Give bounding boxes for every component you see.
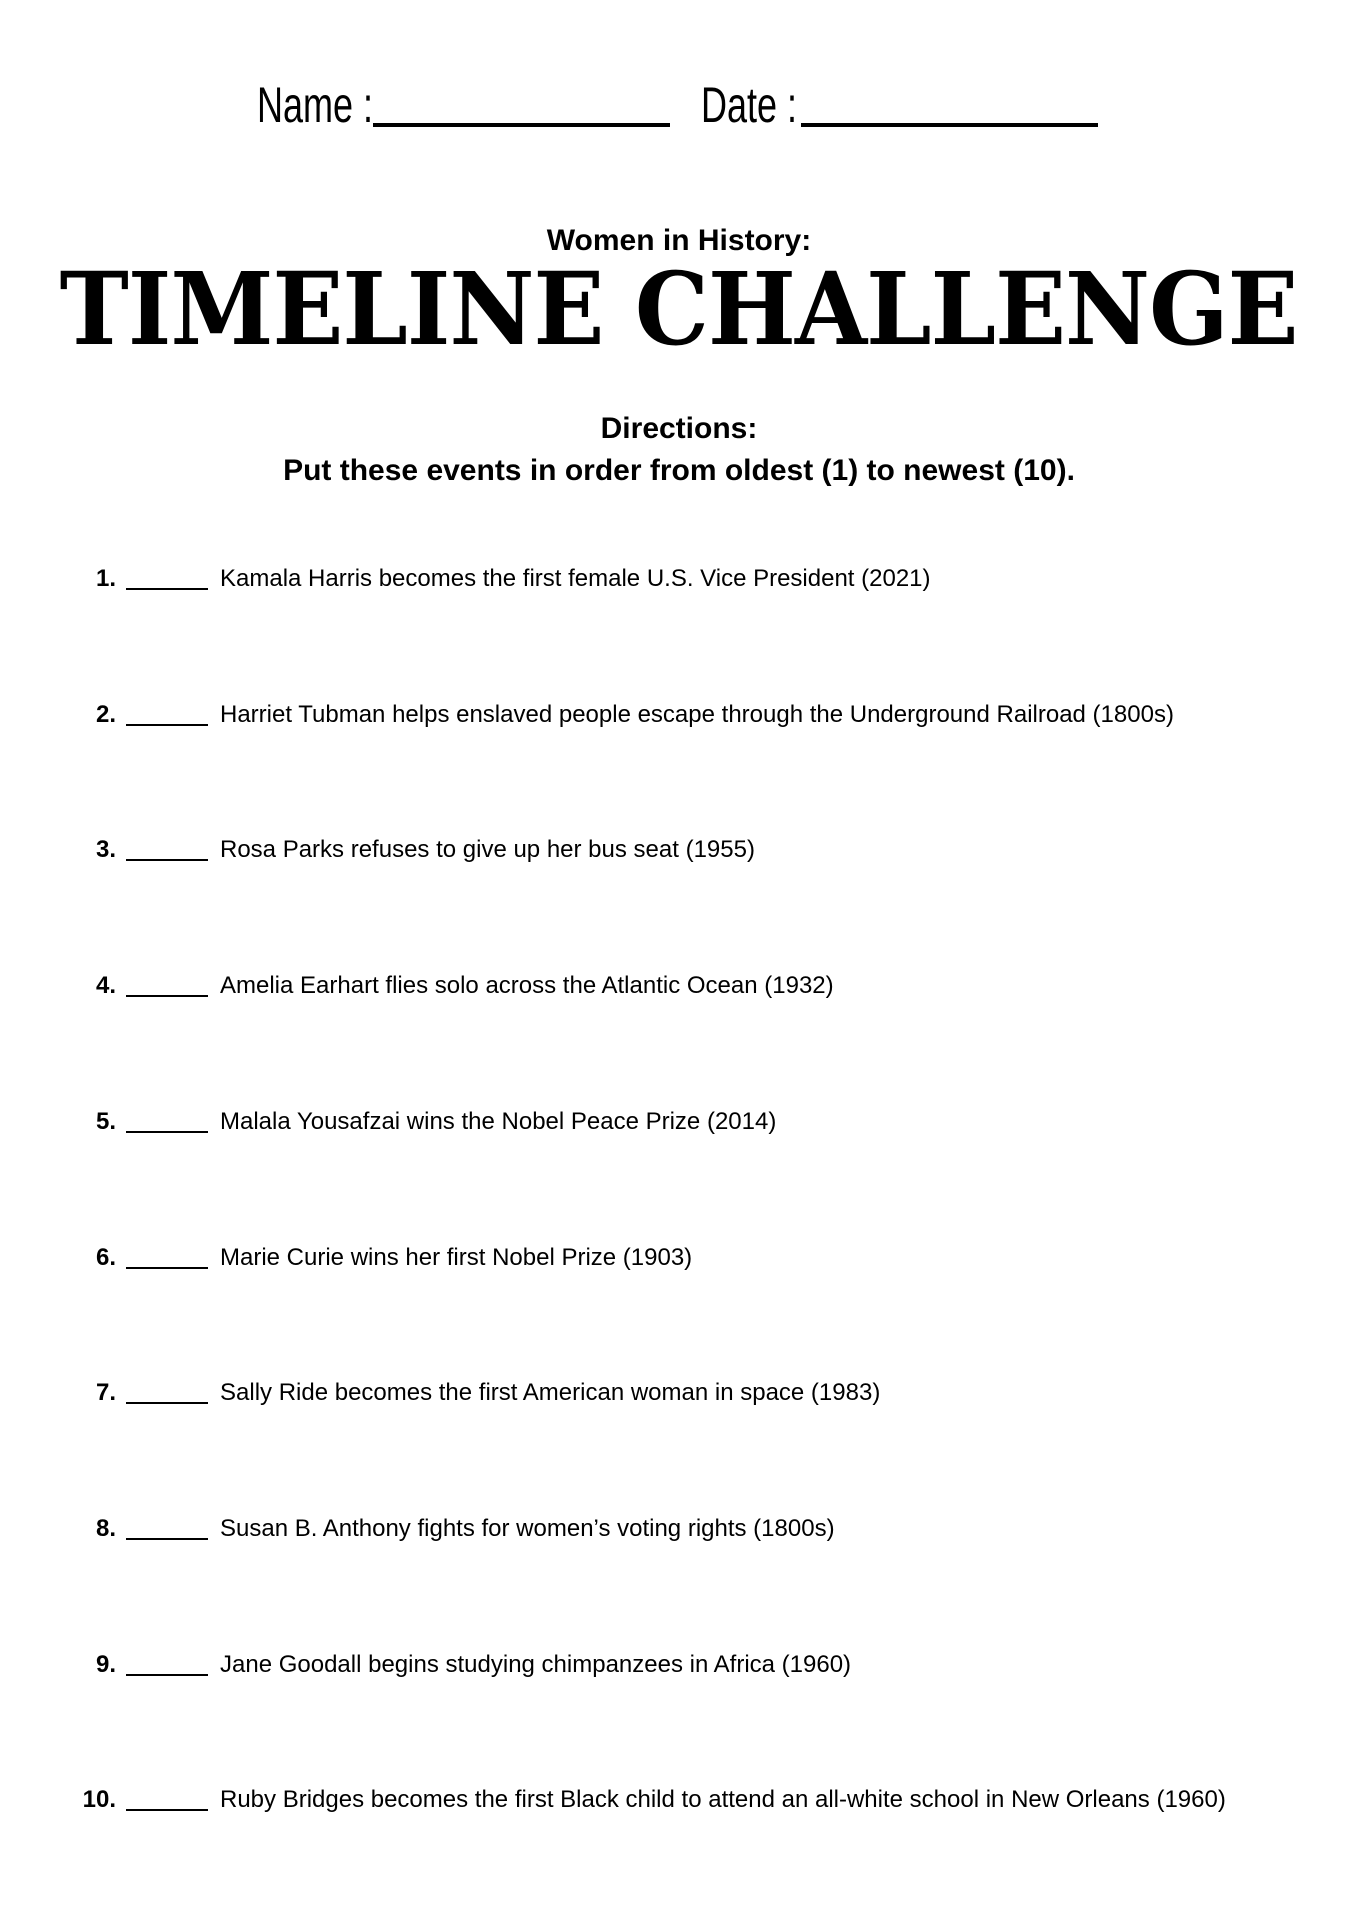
answer-blank[interactable]: [126, 588, 208, 590]
item-number: 10.: [82, 1786, 116, 1814]
list-item: [0, 972, 1358, 1002]
item-text: Ruby Bridges becomes the first Black child to attend an all-white school in New Orleans (1960): [220, 1786, 1226, 1814]
item-text: Kamala Harris becomes the first female U.S. Vice President (2021): [220, 565, 931, 592]
item-number: 4.: [95, 972, 116, 1000]
item-text: Sally Ride becomes the first American woman in space (1983): [220, 1379, 881, 1407]
answer-blank[interactable]: [126, 859, 208, 861]
item-number: 9.: [95, 1650, 116, 1678]
item-text: Marie Curie wins her first Nobel Prize (1903): [220, 1243, 693, 1271]
list-item: [0, 1651, 1358, 1681]
item-text: Susan B. Anthony fights for women’s voting rights (1800s): [220, 1514, 835, 1542]
item-number: 2.: [95, 700, 116, 728]
directions-heading: Directions:: [600, 412, 758, 445]
directions-text: Put these events in order from oldest (1) to newest (10).: [283, 454, 1075, 487]
answer-blank[interactable]: [126, 1131, 208, 1133]
answer-blank[interactable]: [126, 1809, 208, 1811]
answer-blank[interactable]: [126, 995, 208, 997]
name-label: Name :: [257, 77, 374, 133]
item-number: 1.: [95, 565, 116, 592]
item-number: 6.: [95, 1243, 116, 1271]
list-item: [0, 1244, 1358, 1274]
list-item: [0, 1786, 1358, 1816]
page-title: [0, 250, 1358, 368]
answer-blank[interactable]: [126, 1402, 208, 1404]
item-text: Jane Goodall begins studying chimpanzees in Africa (1960): [220, 1650, 852, 1678]
item-number: 7.: [95, 1379, 116, 1407]
answer-blank[interactable]: [126, 1538, 208, 1540]
list-item: [0, 1379, 1358, 1409]
list-item: [0, 1515, 1358, 1545]
answer-blank[interactable]: [126, 724, 208, 726]
answer-blank[interactable]: [126, 1674, 208, 1676]
list-item: [0, 1108, 1358, 1138]
item-number: 3.: [95, 836, 116, 864]
date-label: Date :: [701, 77, 798, 133]
item-text: Rosa Parks refuses to give up her bus seat (1955): [220, 836, 755, 864]
list-item: [0, 565, 1358, 595]
item-text: Amelia Earhart flies solo across the Atlantic Ocean (1932): [220, 972, 834, 1000]
item-text: Malala Yousafzai wins the Nobel Peace Prize (2014): [220, 1107, 777, 1135]
subtitle: Women in History:: [546, 224, 812, 257]
list-item: [0, 701, 1358, 731]
item-number: 8.: [95, 1514, 116, 1542]
page-title-text: TIMELINE CHALLENGE: [59, 250, 1298, 368]
name-field[interactable]: [373, 123, 670, 127]
list-item: [0, 836, 1358, 866]
date-field[interactable]: [801, 123, 1098, 127]
answer-blank[interactable]: [126, 1267, 208, 1269]
item-text: Harriet Tubman helps enslaved people escape through the Underground Railroad (1800s): [220, 700, 1174, 728]
item-number: 5.: [95, 1107, 116, 1135]
